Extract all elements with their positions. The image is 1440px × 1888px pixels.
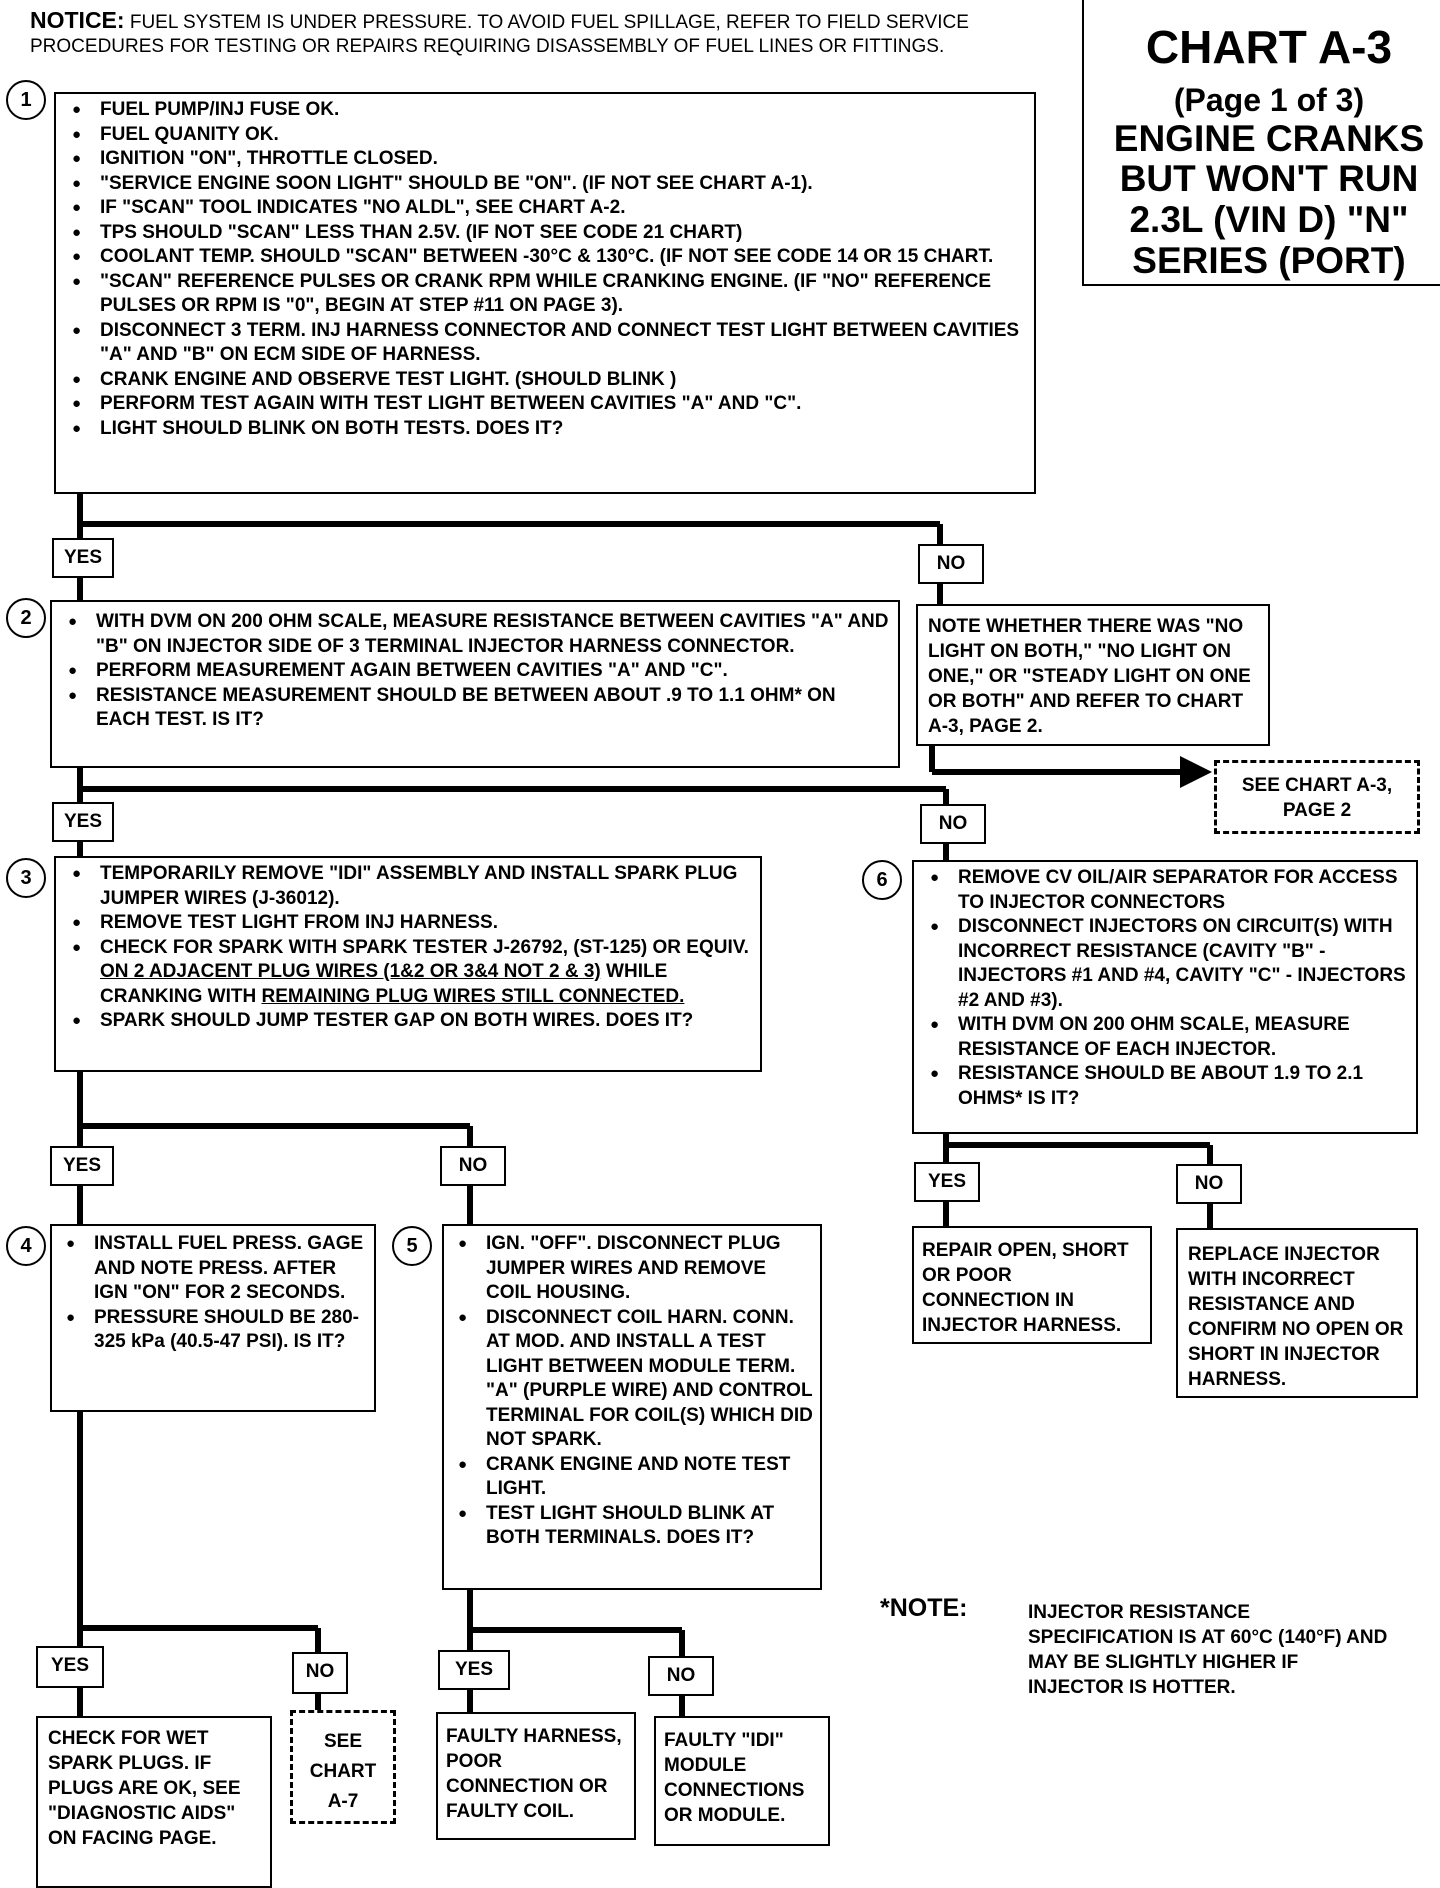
note-text: NOTE WHETHER THERE WAS "NO LIGHT ON BOTH," "NO LIGHT ON ONE," OR "STEADY LIGHT ON ONE OR BOTH" AND REFER TO CHART A-3, PAGE 2. <box>928 616 1251 737</box>
notice-label: NOTICE: <box>30 7 125 33</box>
answer-no-2: NO <box>920 804 986 844</box>
arrowhead <box>1180 756 1212 788</box>
step-3-item-3 <box>64 936 754 1010</box>
step-1-item-7: ● COOLANT TEMP. SHOULD "SCAN" BETWEEN -30°C & 130°C. (IF NOT SEE CODE 14 OR 15 CHART. <box>64 245 1028 270</box>
step-4-box <box>50 1224 376 1412</box>
chart-page: (Page 1 of 3) <box>1173 82 1365 118</box>
step-6-box <box>912 860 1418 1134</box>
step-6-item-3: ● WITH DVM ON 200 OHM SCALE, MEASURE RESISTANCE OF EACH INJECTOR. <box>922 1013 1410 1062</box>
wet-plugs-box <box>36 1716 272 1888</box>
step-1-item-10: ● CRANK ENGINE AND OBSERVE TEST LIGHT. (SHOULD BLINK ) <box>64 368 1028 393</box>
see-a7-line-1: SEE <box>323 1731 363 1752</box>
answer-yes-5: YES <box>438 1650 510 1690</box>
wet-plugs-text: CHECK FOR WET SPARK PLUGS. IF PLUGS ARE OK, SEE "DIAGNOSTIC AIDS" ON FACING PAGE. <box>48 1728 241 1849</box>
faulty-harness-text: FAULTY HARNESS, POOR CONNECTION OR FAULTY COIL. <box>446 1726 622 1822</box>
step-1-item-3: ● IGNITION "ON", THROTTLE CLOSED. <box>64 147 1028 172</box>
step-2-item-3: ● RESISTANCE MEASUREMENT SHOULD BE BETWEEN ABOUT .9 TO 1.1 OHM* ON EACH TEST. IS IT? <box>60 684 892 733</box>
step-6-number: 6 <box>862 860 902 900</box>
step-3-box <box>54 856 762 1072</box>
footnote-text: INJECTOR RESISTANCE SPECIFICATION IS AT 60°C (140°F) AND MAY BE SLIGHTLY HIGHER IF INJECTOR IS HOTTER. <box>1028 1602 1388 1698</box>
step-4-number: 4 <box>6 1226 46 1266</box>
step-1-item-8: ● "SCAN" REFERENCE PULSES OR CRANK RPM WHILE CRANKING ENGINE. (IF "NO" REFERENCE PULSES OR RPM IS "0", BEGIN AT STEP #11 ON PAGE 3). <box>64 270 1028 319</box>
step-4-item-1: ● INSTALL FUEL PRESS. GAGE AND NOTE PRESS. AFTER IGN "ON" FOR 2 SECONDS. <box>58 1232 368 1306</box>
see-a7-line-3: A-7 <box>327 1791 359 1812</box>
chart-subtitle-4: SERIES (PORT) <box>1132 240 1406 281</box>
repair-open-box <box>912 1226 1152 1344</box>
step-1-list <box>64 98 1028 441</box>
repair-open-text: REPAIR OPEN, SHORT OR POOR CONNECTION IN INJECTOR HARNESS. <box>922 1240 1129 1336</box>
step-1-item-9: ● DISCONNECT 3 TERM. INJ HARNESS CONNECTOR AND CONNECT TEST LIGHT BETWEEN CAVITIES "A" AND "B" ON ECM SIDE OF HARNESS. <box>64 319 1028 368</box>
step-3-item-4: ● SPARK SHOULD JUMP TESTER GAP ON BOTH WIRES. DOES IT? <box>64 1009 754 1034</box>
answer-yes-3: YES <box>50 1146 114 1186</box>
step-1-item-2: ● FUEL QUANITY OK. <box>64 123 1028 148</box>
step-2-item-1: ● WITH DVM ON 200 OHM SCALE, MEASURE RESISTANCE BETWEEN CAVITIES "A" AND "B" ON INJECTOR SIDE OF 3 TERMINAL INJECTOR HARNESS CONNECTOR. <box>60 610 892 659</box>
replace-injector-box <box>1176 1228 1418 1398</box>
step-1-item-4: ● "SERVICE ENGINE SOON LIGHT" SHOULD BE "ON". (IF NOT SEE CHART A-1). <box>64 172 1028 197</box>
footnote-label: *NOTE: <box>880 1594 968 1622</box>
chart-subtitle-2: BUT WON'T RUN <box>1119 158 1419 199</box>
step-2-item-2: ● PERFORM MEASUREMENT AGAIN BETWEEN CAVITIES "A" AND "C". <box>60 659 892 684</box>
step-1-box <box>54 92 1036 494</box>
step-5-item-1: ● IGN. "OFF". DISCONNECT PLUG JUMPER WIRES AND REMOVE COIL HOUSING. <box>450 1232 814 1306</box>
answer-no-3: NO <box>440 1146 506 1186</box>
step-1-item-1: ● FUEL PUMP/INJ FUSE OK. <box>64 98 1028 123</box>
chart-subtitle-1: ENGINE CRANKS <box>1113 118 1425 159</box>
step-2-number: 2 <box>6 598 46 638</box>
see-chart-a3-page2 <box>1214 760 1420 834</box>
chart-title: CHART A-3 <box>1145 21 1393 73</box>
step-2-box <box>50 600 900 768</box>
step-3-item-3-underline-2: REMAINING PLUG WIRES STILL CONNECTED. <box>261 985 685 1007</box>
answer-no-5: NO <box>648 1656 714 1696</box>
step-3-item-2: ● REMOVE TEST LIGHT FROM INJ HARNESS. <box>64 911 754 936</box>
faulty-idi-text: FAULTY "IDI" MODULE CONNECTIONS OR MODULE. <box>664 1730 805 1826</box>
step-3-number: 3 <box>6 858 46 898</box>
chart-subtitle-3: 2.3L (VIN D) "N" <box>1129 199 1409 240</box>
step-6-list <box>922 866 1410 1111</box>
step-1-item-6: ● TPS SHOULD "SCAN" LESS THAN 2.5V. (IF NOT SEE CODE 21 CHART) <box>64 221 1028 246</box>
replace-injector-text: REPLACE INJECTOR WITH INCORRECT RESISTANCE AND CONFIRM NO OPEN OR SHORT IN INJECTOR HARNESS. <box>1188 1244 1404 1390</box>
step-1-item-11: ● PERFORM TEST AGAIN WITH TEST LIGHT BETWEEN CAVITIES "A" AND "C". <box>64 392 1028 417</box>
step-5-item-4: ● TEST LIGHT SHOULD BLINK AT BOTH TERMINALS. DOES IT? <box>450 1502 814 1551</box>
step-6-item-4: ● RESISTANCE SHOULD BE ABOUT 1.9 TO 2.1 OHMS* IS IT? <box>922 1062 1410 1111</box>
step-5-item-2: ● DISCONNECT COIL HARN. CONN. AT MOD. AND INSTALL A TEST LIGHT BETWEEN MODULE TERM. "A" (PURPLE WIRE) AND CONTROL TERMINAL FOR COIL(S) WHICH DID NOT SPARK. <box>450 1306 814 1453</box>
step-5-box <box>442 1224 822 1590</box>
step-5-item-3: ● CRANK ENGINE AND NOTE TEST LIGHT. <box>450 1453 814 1502</box>
step-1-item-5: ● IF "SCAN" TOOL INDICATES "NO ALDL", SEE CHART A-2. <box>64 196 1028 221</box>
step-3-list <box>64 862 754 1034</box>
see-a7-line-2: CHART <box>309 1761 377 1782</box>
answer-yes-2: YES <box>52 802 114 842</box>
answer-yes-1: YES <box>52 538 114 578</box>
step-5-number: 5 <box>392 1226 432 1266</box>
step-6-item-2: ● DISCONNECT INJECTORS ON CIRCUIT(S) WITH INCORRECT RESISTANCE (CAVITY "B" - INJECTORS #1 AND #4, CAVITY "C" - INJECTORS #2 AND #3). <box>922 915 1410 1013</box>
step-6-item-1: ● REMOVE CV OIL/AIR SEPARATOR FOR ACCESS TO INJECTOR CONNECTORS <box>922 866 1410 915</box>
step-1-number: 1 <box>6 80 46 120</box>
step-1-item-12: ● LIGHT SHOULD BLINK ON BOTH TESTS. DOES IT? <box>64 417 1028 442</box>
answer-yes-6: YES <box>914 1162 980 1202</box>
notice-text: FUEL SYSTEM IS UNDER PRESSURE. TO AVOID FUEL SPILLAGE, REFER TO FIELD SERVICE PROCEDURES FOR TESTING OR REPAIRS REQUIRING DISASSEMBLY OF FUEL LINES OR FITTINGS. <box>30 12 969 57</box>
answer-yes-4: YES <box>36 1646 104 1688</box>
faulty-harness-box <box>436 1712 636 1840</box>
answer-no-6: NO <box>1176 1164 1242 1204</box>
see-page2-text: SEE CHART A-3, PAGE 2 <box>1241 775 1393 821</box>
step-4-list <box>58 1232 368 1355</box>
step-4-item-2: ● PRESSURE SHOULD BE 280-325 kPa (40.5-47 PSI). IS IT? <box>58 1306 368 1355</box>
step-5-list <box>450 1232 814 1551</box>
see-chart-a7 <box>290 1710 396 1824</box>
answer-no-1: NO <box>918 544 984 584</box>
answer-no-4: NO <box>292 1652 348 1694</box>
step-3-item-3b: WHILE CRANKING WITH <box>100 961 668 1007</box>
step-3-item-1: ● TEMPORARILY REMOVE "IDI" ASSEMBLY AND INSTALL SPARK PLUG JUMPER WIRES (J-36012). <box>64 862 754 911</box>
step-2-list <box>60 610 892 733</box>
step-3-item-3a: CHECK FOR SPARK WITH SPARK TESTER J-26792, (ST-125) OR EQUIV. <box>100 936 749 958</box>
note-box <box>916 604 1270 746</box>
faulty-idi-box <box>654 1716 830 1846</box>
step-3-item-3-underline-1: ON 2 ADJACENT PLUG WIRES (1&2 OR 3&4 NOT 2 & 3) <box>100 961 601 982</box>
